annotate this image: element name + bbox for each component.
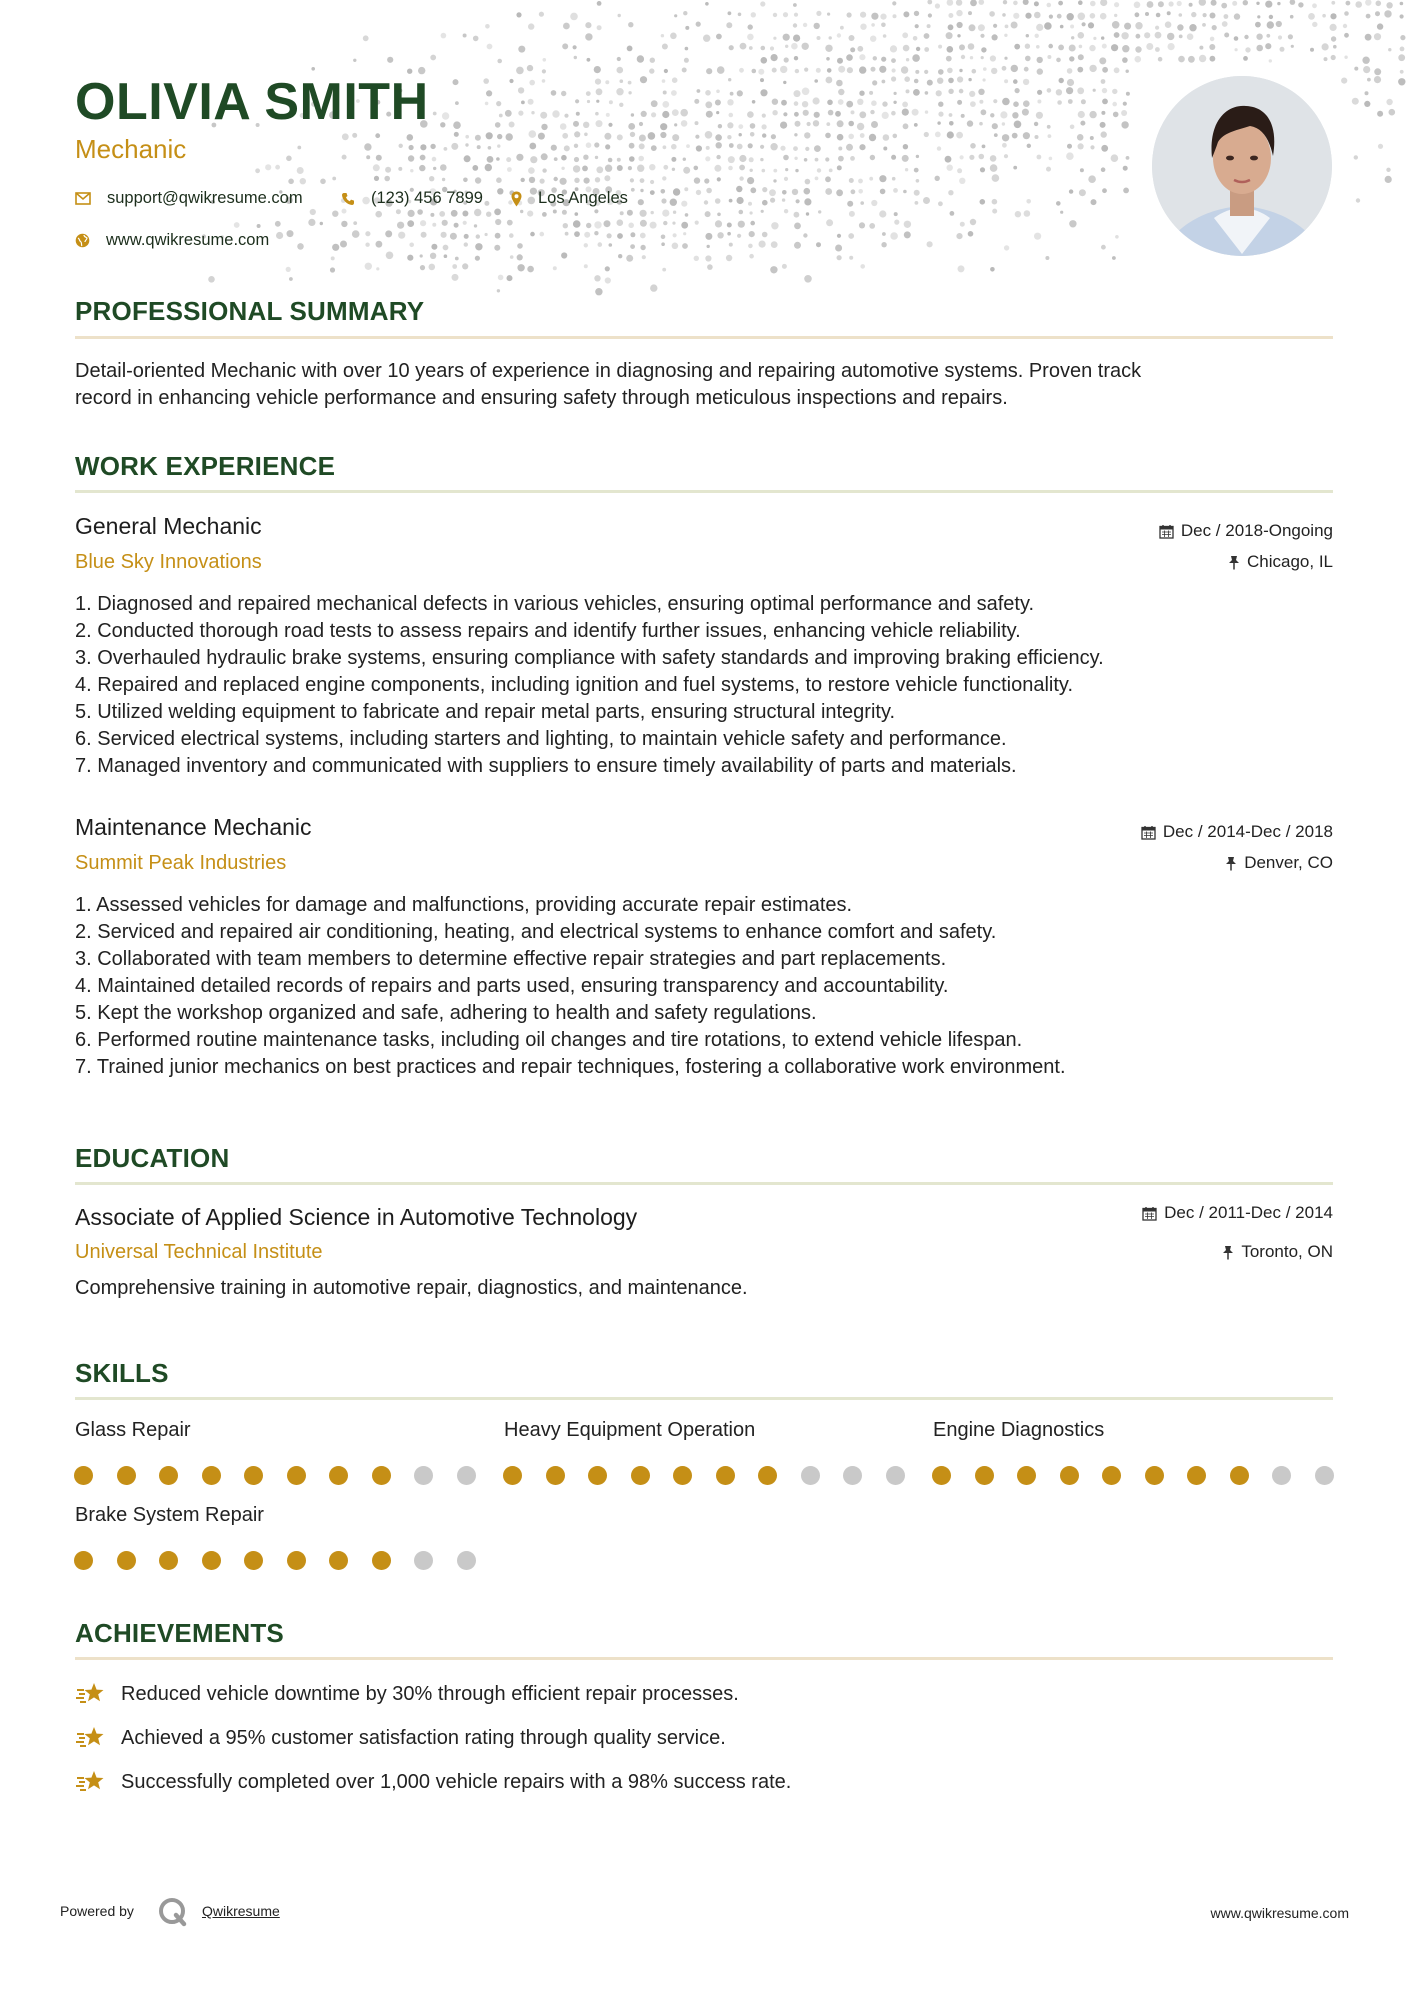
skill-dot-filled (329, 1466, 348, 1485)
skill-dot-empty (801, 1466, 820, 1485)
email-text: support@qwikresume.com (107, 189, 303, 207)
skill-dot-filled (117, 1551, 136, 1570)
pushpin-icon (1228, 555, 1240, 570)
job-dates (1159, 521, 1333, 541)
list-item: 6. Serviced electrical systems, including starters and lighting, to maintain vehicle safety and performance. (75, 728, 1007, 750)
skill-dot-filled (546, 1466, 565, 1485)
location-text: Los Angeles (538, 189, 628, 207)
job-location-text: Denver, CO (1244, 853, 1333, 872)
education-location (1222, 1242, 1333, 1262)
candidate-title: Mechanic (75, 134, 187, 164)
education-divider (75, 1182, 1333, 1185)
job-role: Maintenance Mechanic (75, 814, 312, 840)
pushpin-icon (1225, 856, 1237, 871)
footer-website[interactable]: www.qwikresume.com (1210, 1905, 1349, 1921)
skill-dot-empty (886, 1466, 905, 1485)
skill-rating (503, 1466, 903, 1486)
achievement-item (75, 1724, 726, 1752)
globe-icon (75, 233, 90, 248)
calendar-icon (1141, 825, 1156, 840)
list-item: 7. Managed inventory and communicated with suppliers to ensure timely availability of parts and materials. (75, 755, 1017, 777)
skill-dot-filled (1060, 1466, 1079, 1485)
star-icon (75, 1680, 107, 1708)
list-item: 1. Diagnosed and repaired mechanical defects in various vehicles, ensuring optimal performance and safety. (75, 593, 1035, 615)
skill-dot-empty (457, 1466, 476, 1485)
skill-dot-filled (1145, 1466, 1164, 1485)
skill-dot-filled (1230, 1466, 1249, 1485)
job-company: Blue Sky Innovations (75, 551, 262, 573)
skills-heading: SKILLS (75, 1358, 169, 1388)
list-item: 1. Assessed vehicles for damage and malfunctions, providing accurate repair estimates. (75, 894, 853, 916)
skill-dot-filled (202, 1466, 221, 1485)
summary-line: record in enhancing vehicle performance and ensuring safety through meticulous inspections and repairs. (75, 387, 1008, 409)
summary-line: Detail-oriented Mechanic with over 10 years of experience in diagnosing and repairing automotive systems. Proven track (75, 360, 1142, 382)
website-text: www.qwikresume.com (106, 231, 270, 249)
skill-name: Glass Repair (75, 1419, 191, 1441)
experience-heading: WORK EXPERIENCE (75, 451, 336, 481)
powered-by-label: Powered by (60, 1903, 134, 1919)
skill-dot-filled (975, 1466, 994, 1485)
map-pin-icon (511, 191, 522, 207)
skill-dot-filled (117, 1466, 136, 1485)
star-icon (75, 1768, 107, 1796)
skill-dot-filled (159, 1551, 178, 1570)
skill-dot-filled (372, 1551, 391, 1570)
skill-dot-filled (159, 1466, 178, 1485)
qwikresume-link[interactable]: Qwikresume (202, 1903, 280, 1919)
education-dates-text: Dec / 2011-Dec / 2014 (1164, 1203, 1333, 1222)
skill-rating (932, 1466, 1332, 1486)
education-dates (1142, 1203, 1333, 1223)
education-heading: EDUCATION (75, 1143, 230, 1173)
skill-name: Engine Diagnostics (933, 1419, 1105, 1441)
achievement-text: Reduced vehicle downtime by 30% through efficient repair processes. (121, 1682, 739, 1705)
education-description: Comprehensive training in automotive repair, diagnostics, and maintenance. (75, 1277, 748, 1299)
achievements-divider (75, 1657, 1333, 1660)
skill-dot-filled (372, 1466, 391, 1485)
skill-dot-filled (1102, 1466, 1121, 1485)
achievement-text: Successfully completed over 1,000 vehicle repairs with a 98% success rate. (121, 1770, 792, 1793)
skill-dot-empty (843, 1466, 862, 1485)
skill-dot-empty (414, 1466, 433, 1485)
list-item: 5. Utilized welding equipment to fabricate and repair metal parts, ensuring structural integrity. (75, 701, 896, 723)
summary-heading: PROFESSIONAL SUMMARY (75, 296, 425, 326)
skill-dot-filled (673, 1466, 692, 1485)
list-item: 4. Maintained detailed records of repairs and parts used, ensuring transparency and accountability. (75, 975, 949, 997)
job-location (1228, 552, 1333, 572)
achievements-heading: ACHIEVEMENTS (75, 1618, 284, 1648)
skill-dot-empty (1272, 1466, 1291, 1485)
list-item: 3. Overhauled hydraulic brake systems, ensuring compliance with safety standards and improving braking efficiency. (75, 647, 1104, 669)
job-bullets (75, 892, 1066, 1081)
contact-phone[interactable] (341, 189, 483, 208)
list-item: 4. Repaired and replaced engine components, including ignition and fuel systems, to restore vehicle functionality. (75, 674, 1073, 696)
skill-dot-filled (74, 1551, 93, 1570)
job-dates-text: Dec / 2014-Dec / 2018 (1162, 822, 1333, 841)
job-location-text: Chicago, IL (1247, 552, 1333, 571)
job-company: Summit Peak Industries (75, 852, 287, 874)
skill-dot-filled (287, 1466, 306, 1485)
skill-dot-filled (1187, 1466, 1206, 1485)
job-dates-text: Dec / 2018-Ongoing (1180, 521, 1333, 540)
list-item: 3. Collaborated with team members to determine effective repair strategies and part replacements. (75, 948, 947, 970)
skill-dot-filled (244, 1551, 263, 1570)
list-item: 6. Performed routine maintenance tasks, including oil changes and tire rotations, to extend vehicle lifespan. (75, 1029, 1023, 1051)
contact-website[interactable] (75, 231, 269, 250)
education-degree: Associate of Applied Science in Automotive Technology (75, 1204, 638, 1230)
phone-text: (123) 456 7899 (371, 189, 483, 207)
skill-dot-filled (287, 1551, 306, 1570)
calendar-icon (1159, 524, 1174, 539)
skill-dot-filled (244, 1466, 263, 1485)
skill-name: Brake System Repair (75, 1504, 264, 1526)
skill-dot-filled (503, 1466, 522, 1485)
achievement-item (75, 1768, 791, 1796)
list-item: 5. Kept the workshop organized and safe, adhering to health and safety regulations. (75, 1002, 817, 1024)
education-school: Universal Technical Institute (75, 1241, 323, 1263)
skill-rating (74, 1466, 474, 1486)
star-icon (75, 1724, 107, 1752)
skill-dot-filled (329, 1551, 348, 1570)
job-location (1225, 853, 1333, 873)
profile-photo (1152, 76, 1332, 256)
contact-location (511, 189, 628, 208)
list-item: 2. Conducted thorough road tests to assess repairs and identify further issues, enhancing vehicle reliability. (75, 620, 1021, 642)
skill-dot-empty (414, 1551, 433, 1570)
achievement-item (75, 1680, 739, 1708)
job-role: General Mechanic (75, 513, 262, 539)
skill-dot-filled (716, 1466, 735, 1485)
contact-email[interactable] (75, 189, 303, 208)
calendar-icon (1142, 1206, 1157, 1221)
job-bullets (75, 591, 1104, 780)
phone-icon (341, 192, 355, 206)
qwikresume-logo[interactable] (157, 1897, 189, 1927)
skill-name: Heavy Equipment Operation (504, 1419, 756, 1441)
skill-dot-empty (1315, 1466, 1334, 1485)
skill-dot-empty (457, 1551, 476, 1570)
skill-dot-filled (1017, 1466, 1036, 1485)
summary-text (75, 358, 1333, 412)
skill-dot-filled (588, 1466, 607, 1485)
skill-rating (74, 1551, 474, 1571)
summary-divider (75, 336, 1333, 339)
education-location-text: Toronto, ON (1241, 1242, 1333, 1261)
skill-dot-filled (631, 1466, 650, 1485)
candidate-name: OLIVIA SMITH (75, 73, 429, 131)
list-item: 7. Trained junior mechanics on best practices and repair techniques, fostering a collaborative work environment. (75, 1056, 1066, 1078)
skills-divider (75, 1397, 1333, 1400)
job-dates (1141, 822, 1333, 842)
experience-divider (75, 490, 1333, 493)
skill-dot-filled (202, 1551, 221, 1570)
pushpin-icon (1222, 1245, 1234, 1260)
skill-dot-filled (932, 1466, 951, 1485)
skill-dot-filled (74, 1466, 93, 1485)
skill-dot-filled (758, 1466, 777, 1485)
achievement-text: Achieved a 95% customer satisfaction rating through quality service. (121, 1726, 726, 1749)
list-item: 2. Serviced and repaired air conditioning, heating, and electrical systems to enhance comfort and safety. (75, 921, 997, 943)
envelope-icon (75, 192, 91, 205)
